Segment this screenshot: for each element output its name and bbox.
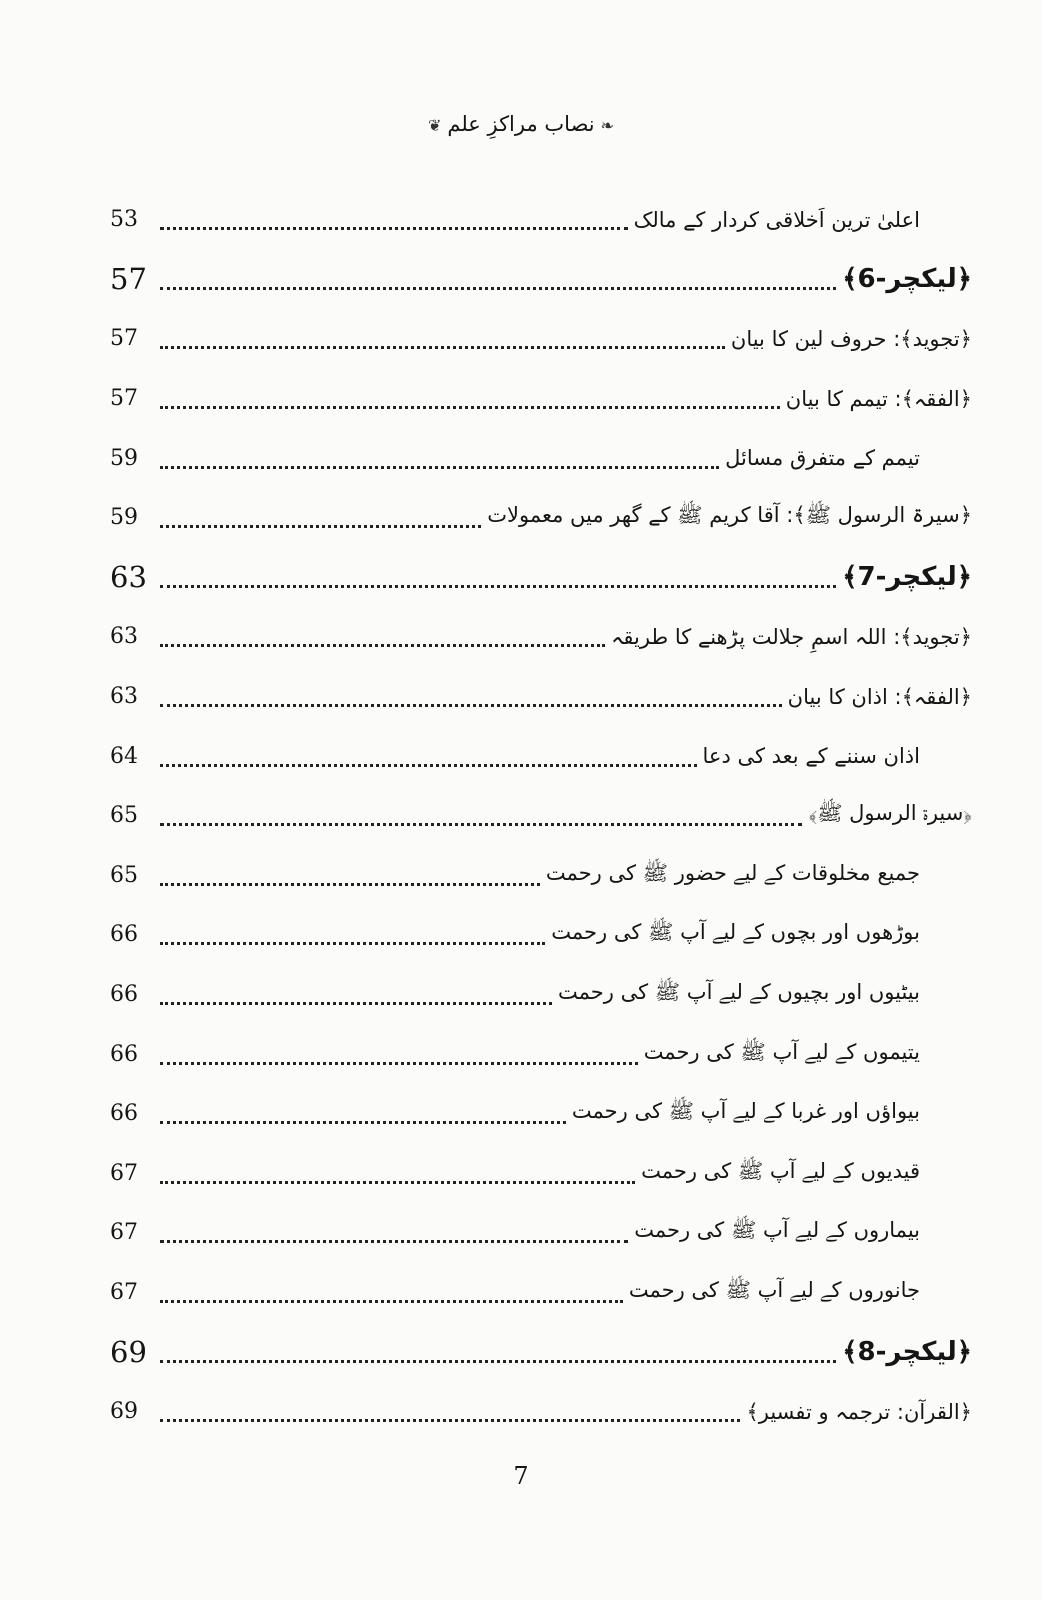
toc-entry-title: ﴿لیکچر-8﴾ <box>842 1337 972 1368</box>
toc-entry <box>110 428 972 488</box>
toc-lecture-heading <box>110 250 972 310</box>
toc-page-number: 63 <box>110 560 147 595</box>
toc-lecture-heading <box>110 1322 972 1382</box>
dot-leader <box>160 1292 623 1303</box>
toc-entry <box>110 965 972 1025</box>
toc-page-number: 66 <box>110 922 138 948</box>
toc-entry <box>110 1263 972 1323</box>
toc-entry-title: ﴿الفقہ﴾: تیمم کا بیان <box>785 386 972 411</box>
toc-entry-title: ﴿سیرۃ الرسول ﷺ﴾ <box>808 801 972 826</box>
toc-page-number: 64 <box>110 743 138 769</box>
dot-leader <box>160 338 725 349</box>
toc-page-number: 65 <box>110 803 138 829</box>
toc-page-number: 66 <box>110 1101 138 1127</box>
toc-page-number: 59 <box>110 445 138 471</box>
dot-leader <box>160 577 836 588</box>
toc-entry <box>110 1382 972 1442</box>
dot-leader <box>160 636 605 647</box>
toc-page-number: 57 <box>110 326 138 352</box>
toc-entry-title: یتیموں کے لیے آپ ﷺ کی رحمت <box>643 1039 920 1064</box>
dot-leader <box>160 934 545 945</box>
toc-entry-title: بیماروں کے لیے آپ ﷺ کی رحمت <box>634 1218 920 1243</box>
toc-entry-title: بیواؤں اور غربا کے لیے آپ ﷺ کی رحمت <box>571 1099 920 1124</box>
dot-leader <box>160 279 836 290</box>
toc-entry-title: اعلیٰ ترین اَخلاقی کردار کے مالک <box>633 207 920 232</box>
table-of-contents <box>110 190 972 1441</box>
dot-leader <box>160 458 719 469</box>
dot-leader <box>160 1411 740 1422</box>
dot-leader <box>160 219 628 230</box>
toc-entry <box>110 190 972 250</box>
toc-page-number: 69 <box>110 1335 147 1370</box>
toc-entry-title: ﴿سیرۃ الرسول ﷺ﴾: آقا کریم ﷺ کے گھر میں معمولات <box>487 503 972 528</box>
toc-page-number: 69 <box>110 1399 138 1425</box>
toc-entry-title: ﴿الفقہ﴾: اذان کا بیان <box>787 684 972 709</box>
toc-page-number: 65 <box>110 862 138 888</box>
dot-leader <box>160 517 481 528</box>
toc-entry <box>110 607 972 667</box>
toc-page-number: 63 <box>110 684 138 710</box>
dot-leader <box>160 994 552 1005</box>
header-title: نصاب مراکزِ علم <box>447 112 595 136</box>
toc-entry-title: قیدیوں کے لیے آپ ﷺ کی رحمت <box>641 1158 920 1183</box>
dot-leader <box>160 1232 628 1243</box>
toc-page-number: 53 <box>110 207 138 233</box>
toc-page-number: 67 <box>110 1160 138 1186</box>
toc-entry-title: ﴿القرآن: ترجمہ و تفسیر﴾ <box>746 1399 972 1424</box>
dot-leader <box>160 1352 836 1363</box>
toc-entry-title: ﴿تجوید﴾: اللہ اسمِ جلالت پڑھنے کا طریقہ <box>611 624 972 649</box>
toc-entry-title: بوڑھوں اور بچوں کے لیے آپ ﷺ کی رحمت <box>551 920 920 945</box>
dot-leader <box>160 875 540 886</box>
toc-page-number: 63 <box>110 624 138 650</box>
toc-page-number: 66 <box>110 1041 138 1067</box>
toc-entry <box>110 846 972 906</box>
toc-page-number: 66 <box>110 982 138 1008</box>
dot-leader <box>160 1113 566 1124</box>
toc-page-number: 67 <box>110 1279 138 1305</box>
right-ornament-icon: ❦ <box>427 116 442 135</box>
toc-entry <box>110 667 972 727</box>
toc-entry-title: جمیع مخلوقات کے لیے حضور ﷺ کی رحمت <box>545 860 920 885</box>
dot-leader <box>160 756 697 767</box>
toc-entry-title: جانوروں کے لیے آپ ﷺ کی رحمت <box>628 1277 920 1302</box>
toc-entry <box>110 1203 972 1263</box>
toc-entry-title: اذان سننے کے بعد کی دعا <box>702 744 920 769</box>
toc-entry-title: ﴿لیکچر-6﴾ <box>842 264 972 295</box>
toc-page-number: 59 <box>110 505 138 531</box>
dot-leader <box>160 398 780 409</box>
toc-entry <box>110 1084 972 1144</box>
toc-page-number: 57 <box>110 262 147 297</box>
dot-leader <box>160 1173 635 1184</box>
toc-page-number: 57 <box>110 386 138 412</box>
toc-entry <box>110 488 972 548</box>
toc-entry <box>110 1144 972 1204</box>
toc-page-number: 67 <box>110 1220 138 1246</box>
page-number: 7 <box>513 1462 529 1490</box>
toc-lecture-heading <box>110 548 972 608</box>
dot-leader <box>160 696 782 707</box>
toc-entry <box>110 905 972 965</box>
toc-entry-title: ﴿تجوید﴾: حروف لین کا بیان <box>730 326 972 351</box>
toc-entry <box>110 1024 972 1084</box>
toc-entry <box>110 309 972 369</box>
toc-entry <box>110 726 972 786</box>
toc-entry <box>110 369 972 429</box>
running-header <box>0 112 1042 136</box>
dot-leader <box>160 1054 638 1065</box>
toc-entry-title: بیٹیوں اور بچیوں کے لیے آپ ﷺ کی رحمت <box>558 980 920 1005</box>
toc-entry <box>110 786 972 846</box>
dot-leader <box>160 815 802 826</box>
toc-entry-title: ﴿لیکچر-7﴾ <box>842 562 972 593</box>
toc-entry-title: تیمم کے متفرق مسائل <box>725 446 920 471</box>
left-ornament-icon: ❧ <box>600 116 615 135</box>
